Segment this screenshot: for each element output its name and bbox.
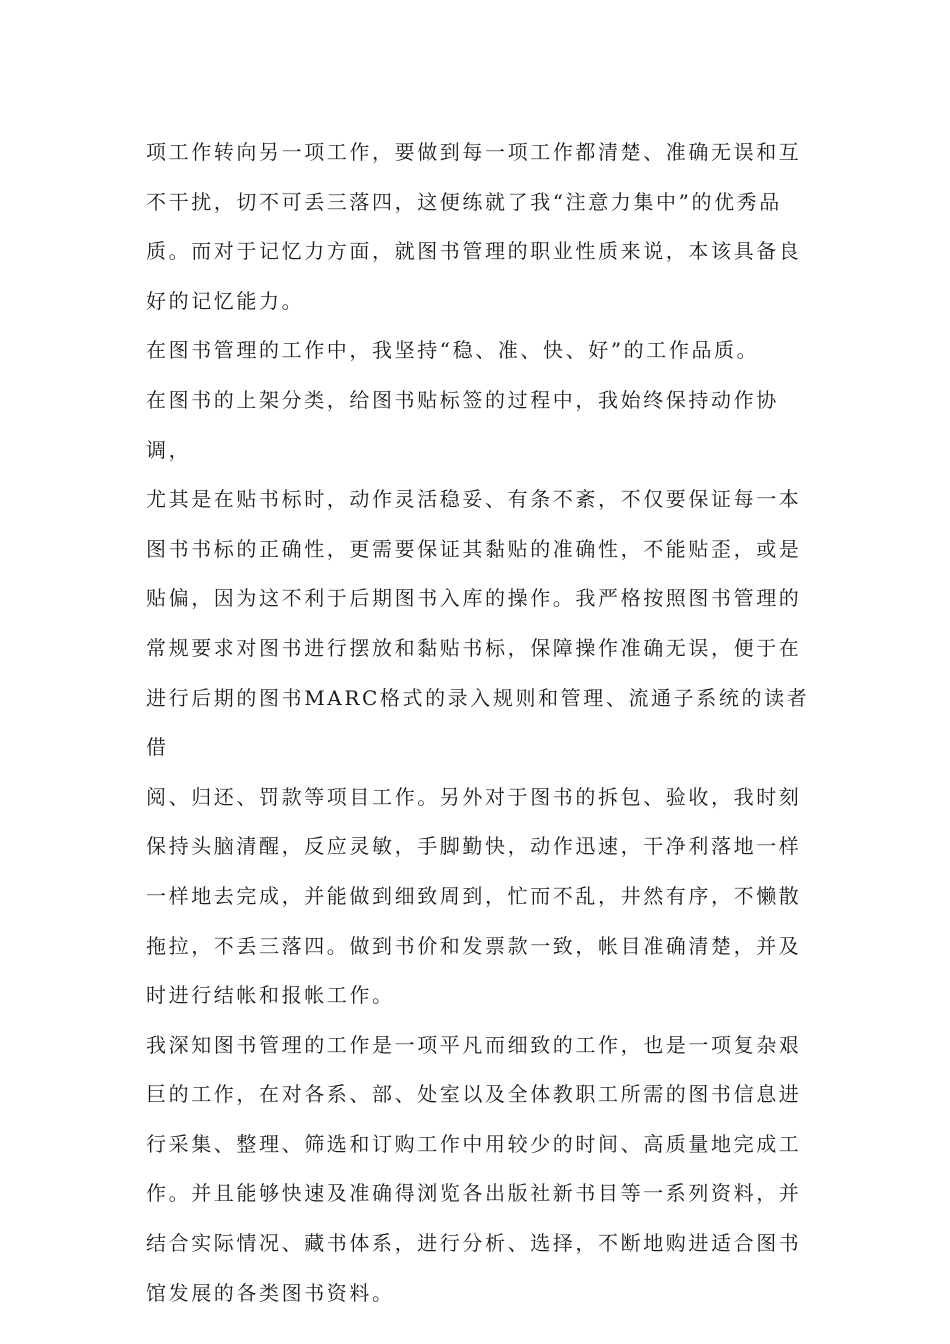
paragraph-4: 我深知图书管理的工作是一项平凡而细致的工作，也是一项复杂艰 巨的工作，在对各系、部、处室以及全体教职工所需的图书信息进 行采集、整理、筛选和订购工作中用较少的时间、高质量地完成工 作。并且能够快速及准确得浏览各出版社新书目等一系列资料，并 结合实际情况、藏书体系，进行分析、选择，不断地购进适合图书 馆发展的各类图书资料。 [146,1032,802,1305]
document-body [146,128,818,1318]
paragraph-1: 项工作转向另一项工作，要做到每一项工作都清楚、准确无误和互 不干扰，切不可丢三落四，这便练就了我“注意力集中”的优秀品 质。而对于记忆力方面，就图书管理的职业性质来说，本该具备良 好的记忆能力。 [146,140,802,313]
paragraph-3: 在图书的上架分类，给图书贴标签的过程中，我始终保持动作协调， 尤其是在贴书标时，动作灵活稳妥、有条不紊，不仅要保证每一本 图书书标的正确性，更需要保证其黏贴的准确性，不能贴歪，或是 贴偏，因为这不利于后期图书入库的操作。我严格按照图书管理的 常规要求对图书进行摆放和黏贴书标，保障操作准确无误，便于在 进行后期的图书MARC格式的录入规则和管理、流通子系统的读者借 阅、归还、罚款等项目工作。另外对于图书的拆包、验收，我时刻 保持头脑清醒，反应灵敏，手脚勤快，动作迅速，干净利落地一样 一样地去完成，并能做到细致周到，忙而不乱，井然有序，不懒散 拖拉，不丢三落四。做到书价和发票款一致，帐目准确清楚，并及 时进行结帐和报帐工作。 [146,387,810,1008]
paragraph-2: 在图书管理的工作中，我坚持“稳、准、快、好”的工作品质。 [146,338,760,363]
